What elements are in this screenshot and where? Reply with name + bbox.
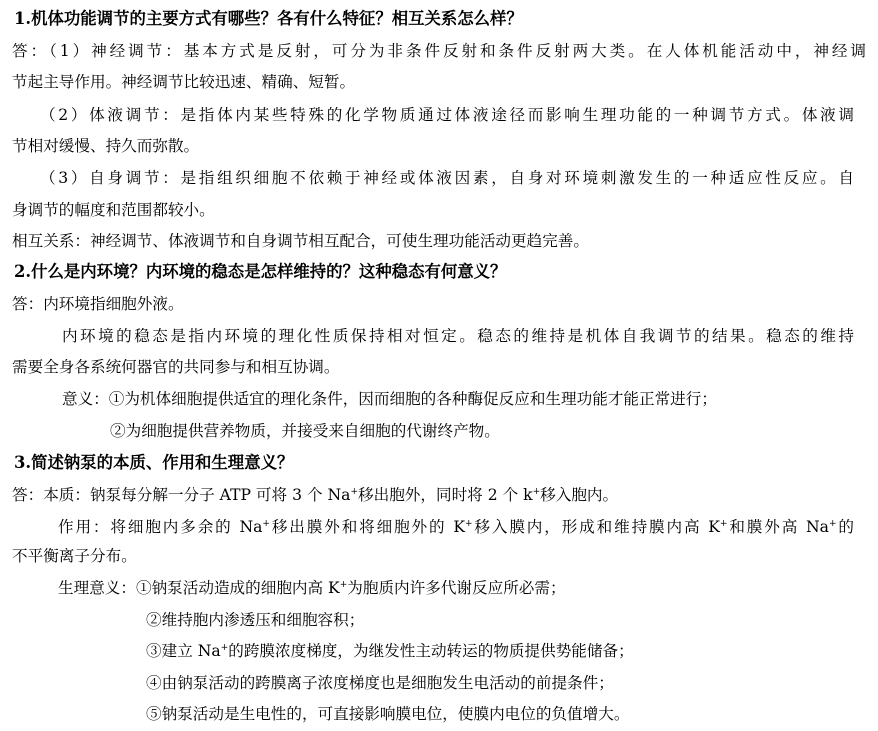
- q3-nature: [12, 484, 618, 506]
- q3-nature-sup-2: +: [532, 487, 541, 497]
- question-2-title: 2.什么是内环境？内环境的稳态是怎样维持的？这种稳态有何意义？: [14, 262, 507, 281]
- q3-significance-3-sup: +: [220, 643, 229, 653]
- q3-significance-3-text-b: 的跨膜浓度梯度，为继发性主动转运的物质提供势能储备；: [228, 642, 634, 660]
- q1-relation: 相互关系：神经调节、体液调节和自身调节相互配合，可使生理功能活动更趋完善。: [12, 232, 589, 250]
- q3-effect-sup-3: +: [719, 519, 728, 529]
- q3-effect-line-1: [58, 516, 854, 538]
- q3-effect-line-2: 不平衡离子分布。: [12, 547, 137, 565]
- q3-significance-3-text-a: ③建立 Na: [146, 642, 221, 660]
- q3-significance-4: ④由钠泵活动的跨膜离子浓度梯度也是细胞发生电活动的前提条件；: [146, 674, 614, 692]
- q3-effect-text-b: 移出膜外和将细胞外的 K: [269, 518, 465, 536]
- question-3-title: 3.简述钠泵的本质、作用和生理意义？: [14, 453, 294, 472]
- q1-answer-2-line-2: 节相对缓慢、持久而弥散。: [12, 137, 200, 155]
- q3-effect-text-e: 的: [836, 518, 854, 536]
- q3-nature-text-a: 答：本质：钠泵每分解一分子 ATP 可将 3 个 Na: [12, 486, 351, 504]
- q1-answer-3-line-2: 身调节的幅度和范围都较小。: [12, 201, 215, 219]
- question-1-title: 1.机体功能调节的主要方式有哪些？各有什么特征？相互关系怎么样？: [14, 9, 523, 28]
- q3-effect-text-c: 移入膜内，形成和维持膜内高 K: [472, 518, 720, 536]
- q3-significance-1-text-b: 为胞质内许多代谢反应所必需；: [347, 579, 566, 597]
- q1-answer-2-line-1: （2）体液调节：是指体内某些特殊的化学物质通过体液途径而影响生理功能的一种调节方式。体液调: [40, 106, 855, 124]
- q3-effect-sup-2: +: [464, 519, 473, 529]
- q3-significance-1-sup: +: [339, 580, 348, 590]
- q2-paragraph-line-2: 需要全身各系统何器官的共同参与和相互协调。: [12, 358, 340, 376]
- q3-significance-1: [58, 577, 566, 599]
- q3-effect-text-a: 作用：将细胞内多余的 Na: [58, 518, 263, 536]
- q3-significance-5: ⑤钠泵活动是生电性的，可直接影响膜电位，使膜内电位的负值增大。: [146, 705, 630, 723]
- q1-answer-1-line-1: 答：（1）神经调节：基本方式是反射，可分为非条件反射和条件反射两大类。在人体机能活动中，神经调: [12, 42, 866, 60]
- q1-answer-1-line-2: 节起主导作用。神经调节比较迅速、精确、短暂。: [12, 73, 356, 91]
- q3-nature-sup-1: +: [350, 487, 358, 497]
- q3-effect-sup-4: +: [828, 519, 837, 529]
- q2-answer: 答：内环境指细胞外液。: [12, 295, 184, 313]
- q3-significance-1-text-a: 生理意义：①钠泵活动造成的细胞内高 K: [58, 579, 340, 597]
- q3-effect-text-d: 和膜外高 Na: [727, 518, 829, 536]
- q3-nature-text-b: 移出胞外，同时将 2 个 k: [358, 486, 533, 504]
- q3-significance-3: [146, 640, 634, 662]
- q1-answer-3-line-1: （3）自身调节：是指组织细胞不依赖于神经或体液因素，自身对环境刺激发生的一种适应性反应。自: [40, 169, 855, 187]
- q2-meaning-2: ②为细胞提供营养物质，并接受来自细胞的代谢终产物。: [110, 422, 500, 440]
- q3-significance-2: ②维持胞内渗透压和细胞容积；: [146, 611, 365, 629]
- q3-nature-text-c: 移入胞内。: [540, 486, 619, 504]
- q2-paragraph-line-1: 内环境的稳态是指内环境的理化性质保持相对恒定。稳态的维持是机体自我调节的结果。稳态的维持: [62, 327, 854, 345]
- q3-effect-sup-1: +: [262, 519, 270, 529]
- q2-meaning-1: 意义：①为机体细胞提供适宜的理化条件，因而细胞的各种酶促反应和生理功能才能正常进行；: [62, 390, 717, 408]
